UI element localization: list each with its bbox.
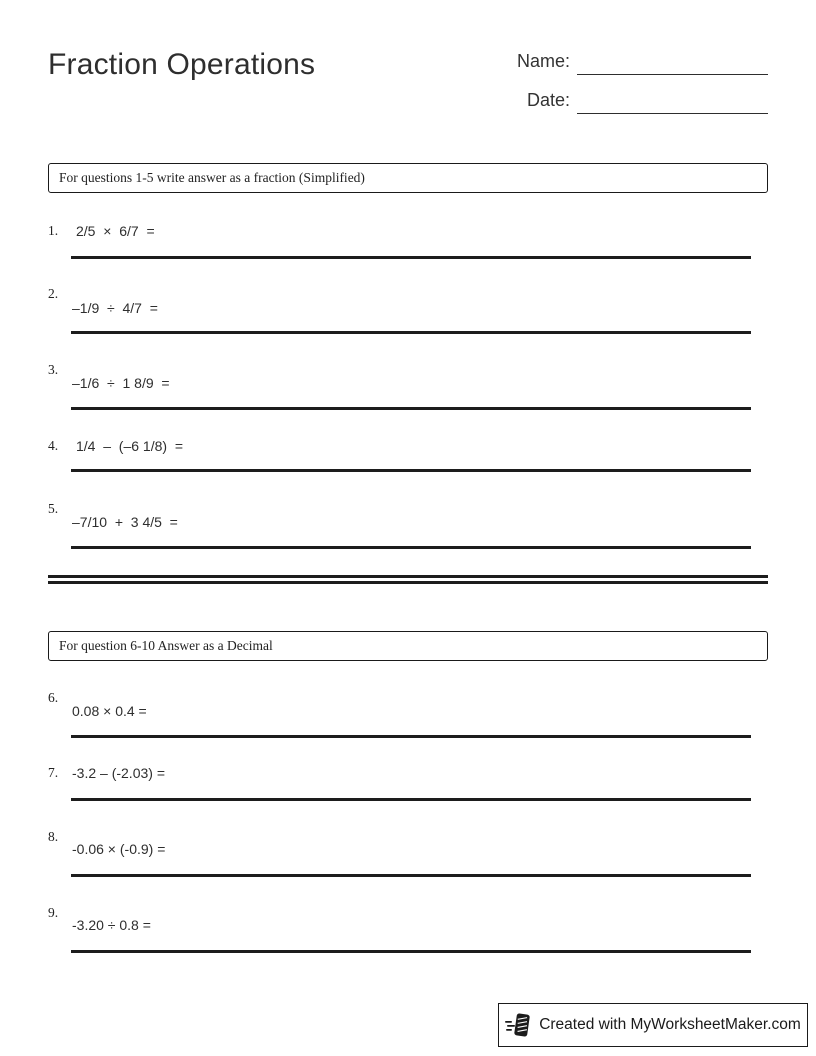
footer-credit-text: Created with MyWorksheetMaker.com	[539, 1016, 801, 1033]
section-2-instruction-box	[48, 631, 768, 661]
question-expression: -0.06 × (-0.9) =	[72, 841, 166, 857]
name-label: Name:	[516, 51, 570, 71]
question-number: 5.	[48, 501, 59, 516]
question-number: 7.	[48, 765, 59, 780]
section-2-instruction: For question 6-10 Answer as a Decimal	[59, 638, 273, 653]
worksheet-maker-logo-icon	[505, 1011, 531, 1039]
date-label: Date:	[526, 90, 570, 110]
question-expression: –1/9 ÷ 4/7 =	[72, 300, 158, 316]
answer-line	[71, 874, 751, 877]
question-number: 8.	[48, 829, 59, 844]
answer-line	[71, 407, 751, 410]
date-field-line	[577, 113, 768, 114]
answer-line	[71, 950, 751, 953]
question-expression: -3.2 – (-2.03) =	[72, 765, 165, 781]
answer-line	[71, 256, 751, 259]
question-number: 3.	[48, 362, 59, 377]
question-number: 2.	[48, 286, 59, 301]
page-title: Fraction Operations	[48, 48, 316, 81]
answer-line	[71, 331, 751, 334]
question-expression: -3.20 ÷ 0.8 =	[72, 917, 151, 933]
question-expression: 1/4 – (–6 1/8) =	[76, 438, 184, 454]
question-expression: 0.08 × 0.4 =	[72, 703, 147, 719]
answer-line	[71, 469, 751, 472]
answer-line	[71, 546, 751, 549]
question-number: 9.	[48, 905, 59, 920]
question-expression: –7/10 + 3 4/5 =	[72, 514, 178, 530]
answer-line	[71, 735, 751, 738]
question-number: 4.	[48, 438, 59, 453]
section-divider	[48, 575, 768, 584]
question-number: 1.	[48, 223, 59, 238]
question-expression: –1/6 ÷ 1 8/9 =	[72, 375, 170, 391]
section-1-instruction-box	[48, 163, 768, 193]
answer-line	[71, 798, 751, 801]
name-field-line	[577, 74, 768, 75]
footer-credit-box[interactable]	[498, 1003, 808, 1047]
section-1-instruction: For questions 1-5 write answer as a fraction (Simplified)	[59, 170, 365, 185]
question-number: 6.	[48, 690, 59, 705]
question-expression: 2/5 × 6/7 =	[76, 223, 155, 239]
